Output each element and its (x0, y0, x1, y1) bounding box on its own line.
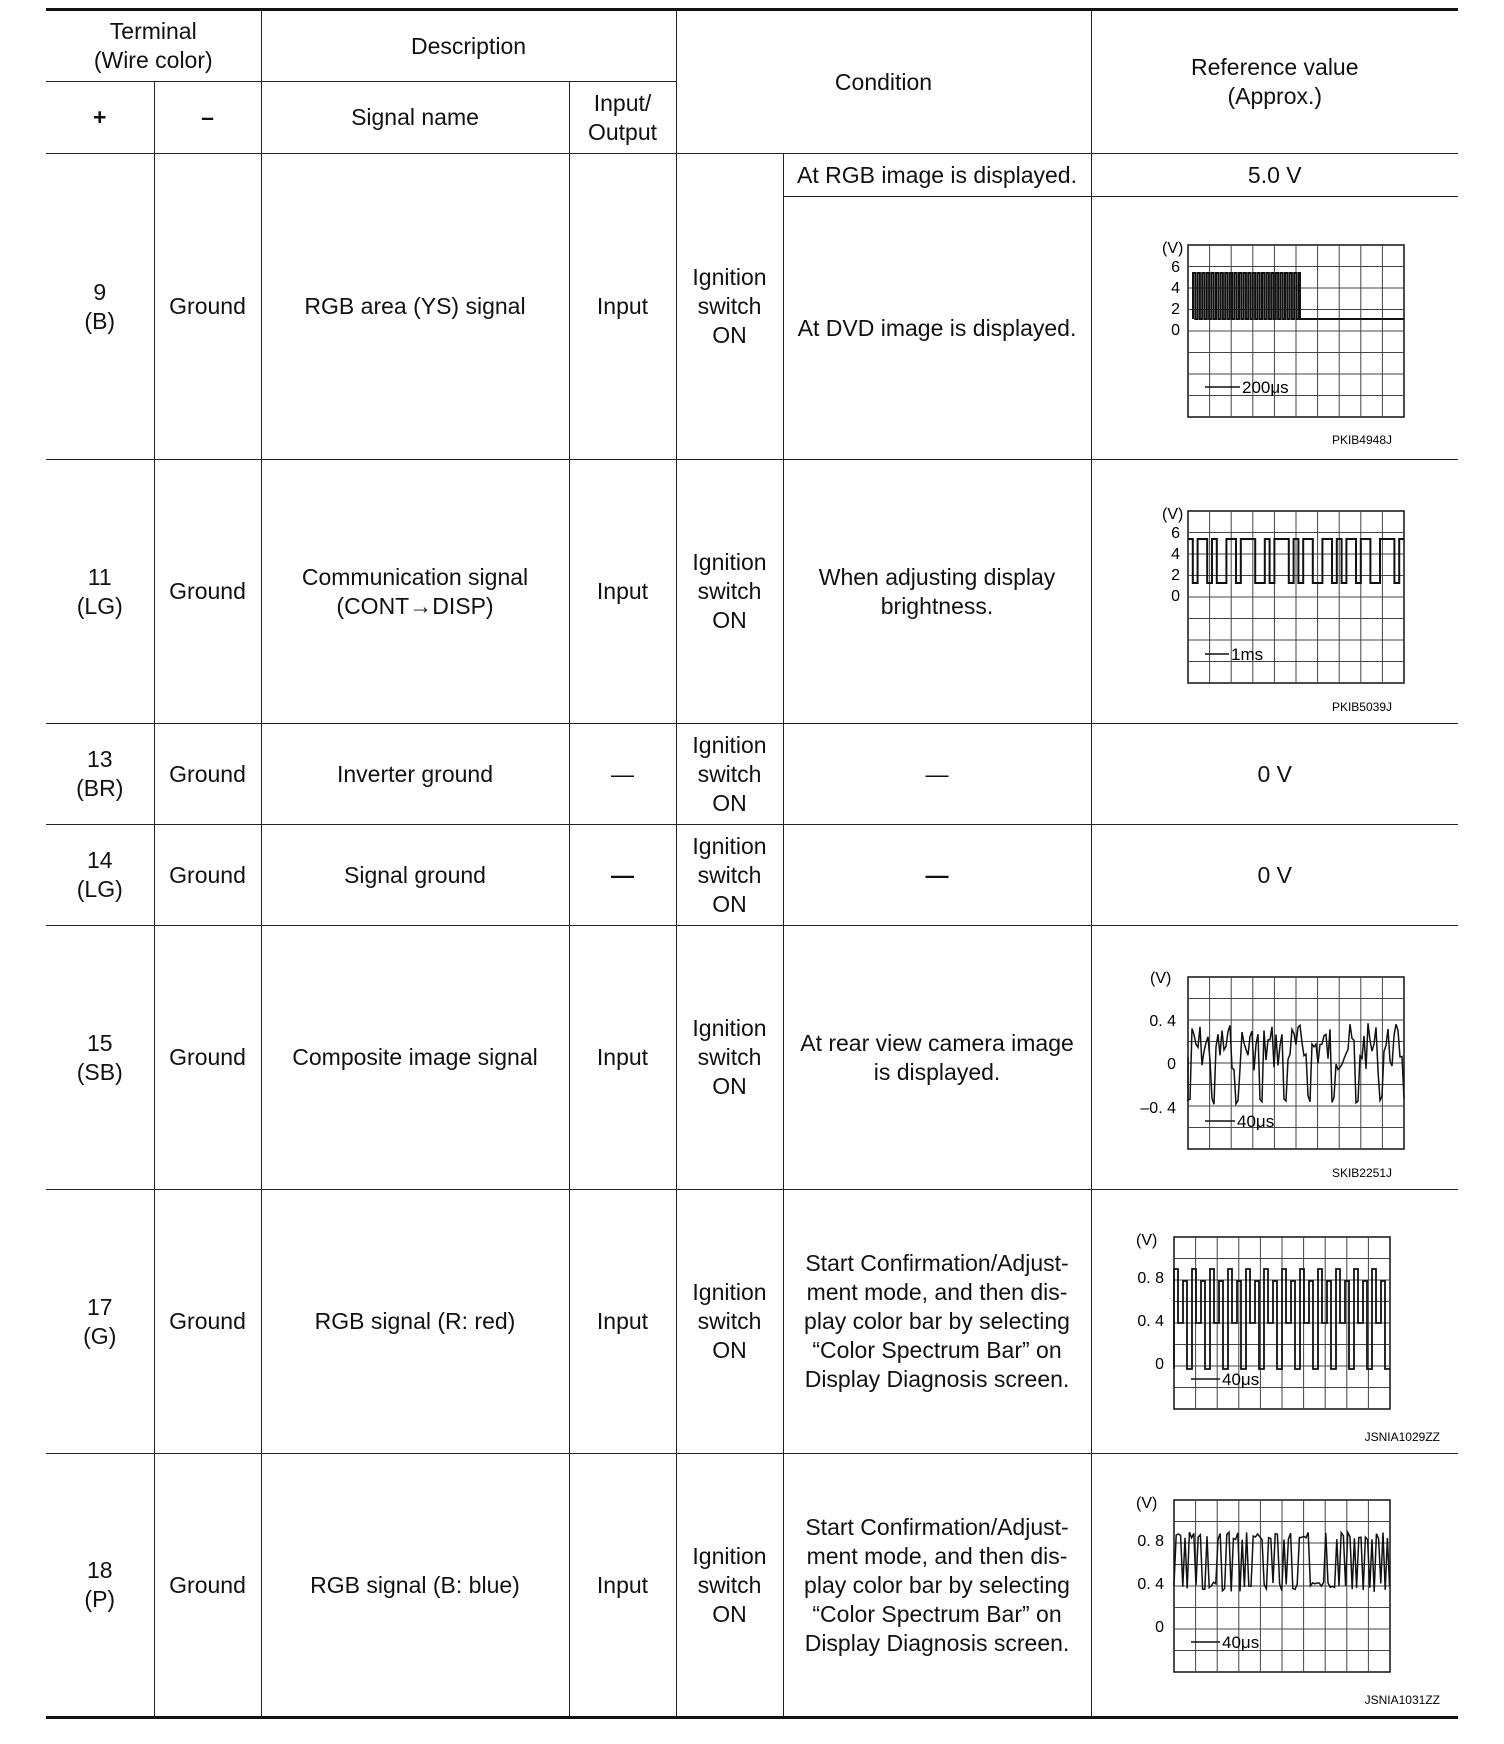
table-row (46, 460, 1458, 724)
y-tick: 0 (1154, 1619, 1164, 1636)
table-row (46, 825, 1458, 926)
terminal-number (46, 1190, 154, 1454)
cond-line: switch (697, 1044, 762, 1070)
cond-line: ON (712, 1600, 747, 1627)
input-output: — (569, 724, 676, 825)
terminal-number (46, 724, 154, 825)
waveform-11 (1092, 461, 1459, 723)
terminal-header (46, 10, 261, 82)
cond-line: ON (712, 1337, 747, 1363)
ignition-condition (676, 724, 783, 825)
cond-line: Ignition (692, 1015, 767, 1041)
unit-label: (V) (1161, 505, 1183, 523)
cond-line: ON (712, 322, 747, 348)
input-output: Input (569, 1190, 676, 1454)
io-label-line2: Output (587, 118, 658, 145)
figure-code: SKIB2251J (1331, 1165, 1392, 1180)
input-output-header (569, 82, 676, 154)
condition-line: Display Diagnosis screen. (804, 1366, 1070, 1392)
waveform-18 (1092, 1454, 1459, 1716)
signal-name: Inverter ground (261, 724, 569, 825)
input-output: Input (569, 154, 676, 460)
y-tick: 6 (1170, 524, 1180, 542)
wire-color: (LG) (76, 876, 123, 902)
cond-line: ON (712, 1073, 747, 1099)
approx-label: (Approx.) (1227, 83, 1323, 109)
y-tick: 0. 8 (1136, 1533, 1164, 1550)
reference-value: 0 V (1091, 825, 1458, 926)
wire-color: (B) (84, 307, 116, 334)
figure-code: JSNIA1031ZZ (1364, 1693, 1440, 1707)
condition-text (783, 1454, 1091, 1718)
wire-color-header-label: (Wire color) (93, 47, 213, 73)
y-tick: 2 (1170, 301, 1180, 318)
condition-text: — (783, 825, 1091, 926)
io-label-line1: Input/ (593, 89, 652, 116)
wire-color: (LG) (76, 592, 123, 619)
figure-code: JSNIA1029ZZ (1364, 1429, 1440, 1444)
waveform-cell (1091, 1454, 1458, 1718)
condition-text: — (783, 724, 1091, 825)
scope-grid (1188, 245, 1404, 417)
reference-value: 0 V (1091, 724, 1458, 825)
table-row (46, 1190, 1458, 1454)
condition-text (783, 1190, 1091, 1454)
cond-line: Ignition (692, 1542, 767, 1569)
waveform-cell (1091, 460, 1458, 724)
input-output: — (569, 825, 676, 926)
terminal-number (46, 460, 154, 724)
condition-line: play color bar by selecting (804, 1308, 1070, 1334)
ground-cell: Ground (154, 460, 261, 724)
waveform-9 (1092, 197, 1459, 459)
figure-code: PKIB4948J (1331, 433, 1392, 447)
cond-line: Ignition (692, 264, 767, 290)
terminal-pin: 15 (86, 1029, 113, 1056)
terminal-reference-table (46, 8, 1458, 1719)
ignition-condition (676, 1454, 783, 1718)
scope-grid (1188, 511, 1404, 683)
y-tick: 0. 4 (1148, 1012, 1176, 1030)
waveform-cell (1091, 926, 1458, 1190)
table-row (46, 724, 1458, 825)
condition-line: Display Diagnosis screen. (804, 1629, 1070, 1656)
reference-value: 5.0 V (1091, 154, 1458, 197)
condition-text: At DVD image is displayed. (783, 197, 1091, 460)
waveform-cell (1091, 1190, 1458, 1454)
y-tick: 0. 8 (1136, 1269, 1164, 1287)
terminal-pin: 17 (86, 1293, 113, 1320)
ignition-condition (676, 1190, 783, 1454)
y-tick: 6 (1170, 259, 1180, 276)
y-tick: 0 (1170, 587, 1180, 605)
cond-line: Ignition (692, 549, 767, 575)
table-row (46, 1454, 1458, 1718)
terminal-number (46, 825, 154, 926)
terminal-number (46, 926, 154, 1190)
time-scale-label: 40μs (1221, 1633, 1259, 1652)
table-row (46, 926, 1458, 1190)
signal-name: RGB signal (B: blue) (261, 1454, 569, 1718)
cond-line: switch (697, 293, 762, 319)
waveform-cell (1091, 197, 1458, 460)
terminal-pin: 11 (87, 563, 112, 590)
y-tick: –0. 4 (1139, 1099, 1176, 1117)
description-header: Description (261, 10, 676, 82)
y-tick: 0. 4 (1136, 1312, 1164, 1330)
cond-line: Ignition (692, 832, 767, 859)
y-tick: 2 (1170, 566, 1180, 584)
cond-line: switch (697, 1571, 762, 1598)
y-tick: 0 (1154, 1355, 1164, 1373)
table-row (46, 154, 1458, 197)
signal-name: Composite image signal (261, 926, 569, 1190)
condition-line: ment mode, and then dis- (806, 1279, 1068, 1305)
cond-line: ON (712, 890, 747, 917)
ignition-condition (676, 460, 783, 724)
terminal-header-label: Terminal (109, 18, 197, 44)
condition-line: “Color Spectrum Bar” on (812, 1600, 1062, 1627)
reference-value-label: Reference value (1191, 54, 1359, 80)
ignition-condition (676, 926, 783, 1190)
cond-line: Ignition (692, 731, 767, 758)
condition-line: ment mode, and then dis- (806, 1542, 1068, 1569)
cond-line: Ignition (692, 1279, 767, 1305)
waveform-trace (1174, 1269, 1390, 1369)
input-output: Input (569, 926, 676, 1190)
wire-color: (BR) (76, 775, 124, 801)
cond-line: switch (697, 1308, 762, 1334)
condition-line: At rear view camera image (800, 1029, 1074, 1056)
condition-line: play color bar by selecting (804, 1571, 1070, 1598)
condition-line: Start Confirmation/Adjust- (805, 1250, 1069, 1276)
unit-label: (V) (1149, 969, 1171, 987)
ground-cell: Ground (154, 724, 261, 825)
condition-line: Start Confirmation/Adjust- (805, 1513, 1069, 1540)
y-tick: 4 (1170, 280, 1180, 297)
signal-line: Communication signal (301, 563, 529, 590)
unit-label: (V) (1135, 1495, 1157, 1512)
ground-cell: Ground (154, 154, 261, 460)
terminal-number (46, 154, 154, 460)
terminal-pin: 13 (86, 746, 113, 772)
terminal-pin: 9 (93, 278, 107, 305)
scope-grid (1188, 977, 1404, 1149)
cond-line: switch (697, 578, 762, 604)
signal-name: RGB signal (R: red) (261, 1190, 569, 1454)
condition-text (783, 926, 1091, 1190)
y-tick: 0 (1170, 322, 1180, 339)
waveform-17 (1092, 1191, 1459, 1453)
wire-color: (G) (83, 1322, 117, 1349)
plus-header: + (46, 82, 154, 154)
time-scale-label: 200μs (1241, 378, 1289, 397)
cond-line: switch (697, 861, 762, 888)
ground-cell: Ground (154, 1454, 261, 1718)
wire-color: (SB) (76, 1058, 123, 1085)
waveform-15 (1092, 927, 1459, 1189)
ignition-condition (676, 154, 783, 460)
cond-line: ON (712, 607, 747, 633)
minus-header: – (154, 82, 261, 154)
unit-label: (V) (1161, 240, 1183, 257)
condition-header: Condition (676, 10, 1091, 154)
ground-cell: Ground (154, 1190, 261, 1454)
cond-line: ON (712, 789, 747, 816)
terminal-pin: 14 (86, 847, 113, 873)
ground-cell: Ground (154, 825, 261, 926)
time-scale-label: 40μs (1236, 1111, 1274, 1131)
y-tick: 0 (1166, 1055, 1176, 1073)
condition-line: is displayed. (873, 1058, 1001, 1085)
input-output: Input (569, 1454, 676, 1718)
signal-name (261, 460, 569, 724)
time-scale-label: 1ms (1230, 644, 1263, 664)
terminal-number (46, 1454, 154, 1718)
time-scale-label: 40μs (1221, 1369, 1259, 1389)
condition-line: brightness. (880, 592, 994, 619)
cond-line: switch (697, 760, 762, 787)
y-tick: 0. 4 (1136, 1576, 1164, 1593)
signal-name-header: Signal name (261, 82, 569, 154)
ground-cell: Ground (154, 926, 261, 1190)
waveform-trace (1193, 273, 1404, 319)
unit-label: (V) (1135, 1231, 1157, 1249)
input-output: Input (569, 460, 676, 724)
condition-line: When adjusting display (818, 563, 1056, 590)
reference-value-header (1091, 10, 1458, 154)
ignition-condition (676, 825, 783, 926)
condition-text: At RGB image is displayed. (783, 154, 1091, 197)
terminal-pin: 18 (86, 1557, 113, 1583)
condition-line: “Color Spectrum Bar” on (812, 1337, 1062, 1363)
signal-name: Signal ground (261, 825, 569, 926)
figure-code: PKIB5039J (1331, 699, 1392, 714)
y-tick: 4 (1170, 545, 1180, 563)
signal-line: (CONT→DISP) (336, 592, 494, 619)
signal-name: RGB area (YS) signal (261, 154, 569, 460)
wire-color: (P) (84, 1586, 116, 1612)
condition-text (783, 460, 1091, 724)
